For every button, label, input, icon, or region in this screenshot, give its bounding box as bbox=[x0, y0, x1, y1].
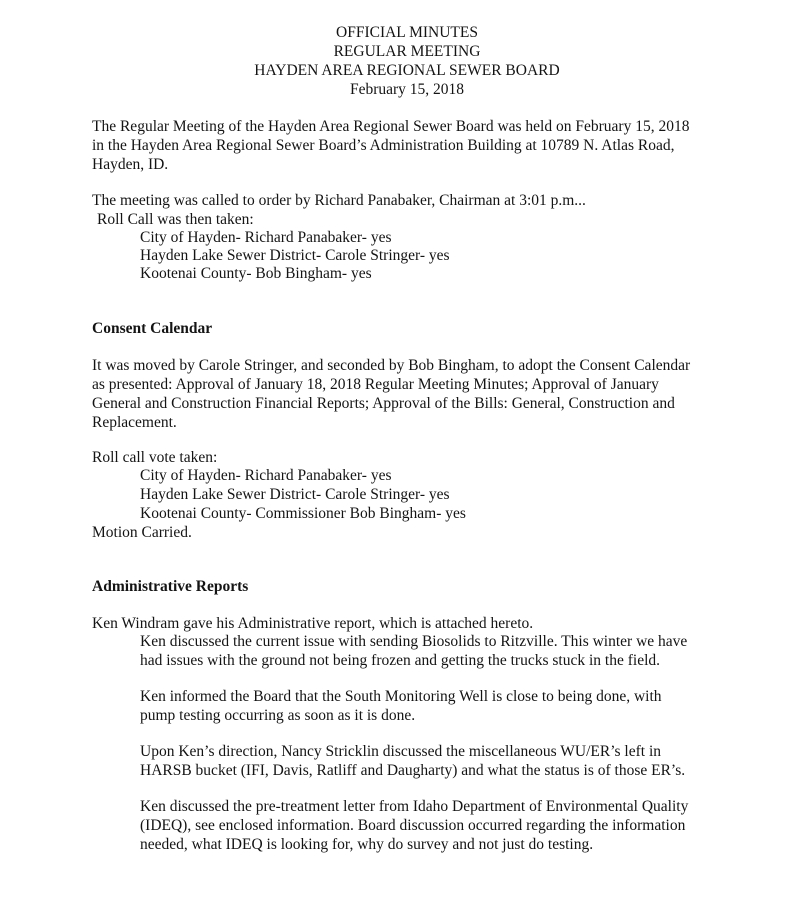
consent-motion-line: Replacement. bbox=[92, 414, 177, 431]
vote-member: Hayden Lake Sewer District- Carole Stringer- yes bbox=[140, 486, 450, 503]
admin-paragraph-line: had issues with the ground not being frozen and getting the trucks stuck in the field. bbox=[140, 652, 660, 669]
admin-paragraph-line: Upon Ken’s direction, Nancy Stricklin discussed the miscellaneous WU/ER’s left in bbox=[140, 743, 662, 760]
consent-calendar-heading: Consent Calendar bbox=[92, 320, 213, 337]
motion-result: Motion Carried. bbox=[92, 524, 192, 541]
roll-call-member: City of Hayden- Richard Panabaker- yes bbox=[140, 229, 392, 246]
administrative-reports-heading: Administrative Reports bbox=[92, 578, 249, 595]
roll-call-heading: Roll Call was then taken: bbox=[97, 211, 254, 228]
admin-paragraph-line: Ken informed the Board that the South Monitoring Well is close to being done, with bbox=[140, 688, 662, 705]
admin-paragraph-line: HARSB bucket (IFI, Davis, Ratliff and Daugharty) and what the status is of those ER’s. bbox=[140, 762, 686, 779]
admin-paragraph-line: Ken discussed the current issue with sending Biosolids to Ritzville. This winter we have bbox=[140, 633, 688, 650]
intro-line: Hayden, ID. bbox=[92, 156, 169, 173]
call-to-order: The meeting was called to order by Richard Panabaker, Chairman at 3:01 p.m... bbox=[92, 192, 586, 209]
roll-call-member: Hayden Lake Sewer District- Carole Stringer- yes bbox=[140, 247, 450, 264]
header-date: February 15, 2018 bbox=[349, 81, 465, 98]
consent-motion-line: as presented: Approval of January 18, 2018 Regular Meeting Minutes; Approval of January bbox=[92, 376, 659, 393]
header-regular-meeting: REGULAR MEETING bbox=[333, 43, 481, 60]
consent-motion-line: It was moved by Carole Stringer, and seconded by Bob Bingham, to adopt the Consent Calendar bbox=[92, 357, 691, 374]
vote-heading: Roll call vote taken: bbox=[92, 449, 218, 466]
admin-paragraph-line: (IDEQ), see enclosed information. Board discussion occurred regarding the information bbox=[140, 817, 686, 834]
header-board-name: HAYDEN AREA REGIONAL SEWER BOARD bbox=[254, 62, 560, 79]
vote-member: Kootenai County- Commissioner Bob Bingham- yes bbox=[140, 505, 466, 522]
header-official-minutes: OFFICIAL MINUTES bbox=[336, 24, 478, 41]
consent-motion-line: General and Construction Financial Reports; Approval of the Bills: General, Construction and bbox=[92, 395, 675, 412]
admin-intro: Ken Windram gave his Administrative report, which is attached hereto. bbox=[92, 615, 534, 632]
admin-paragraph-line: needed, what IDEQ is looking for, why do survey and not just do testing. bbox=[140, 836, 594, 853]
intro-line: in the Hayden Area Regional Sewer Board’s Administration Building at 10789 N. Atlas Road, bbox=[92, 137, 675, 154]
admin-paragraph-line: Ken discussed the pre-treatment letter from Idaho Department of Environmental Quality bbox=[140, 798, 689, 815]
intro-line: The Regular Meeting of the Hayden Area Regional Sewer Board was held on February 15, 2018 bbox=[92, 118, 690, 135]
admin-paragraph-line: pump testing occurring as soon as it is done. bbox=[140, 707, 416, 724]
roll-call-member: Kootenai County- Bob Bingham- yes bbox=[140, 265, 372, 282]
vote-member: City of Hayden- Richard Panabaker- yes bbox=[140, 467, 392, 484]
